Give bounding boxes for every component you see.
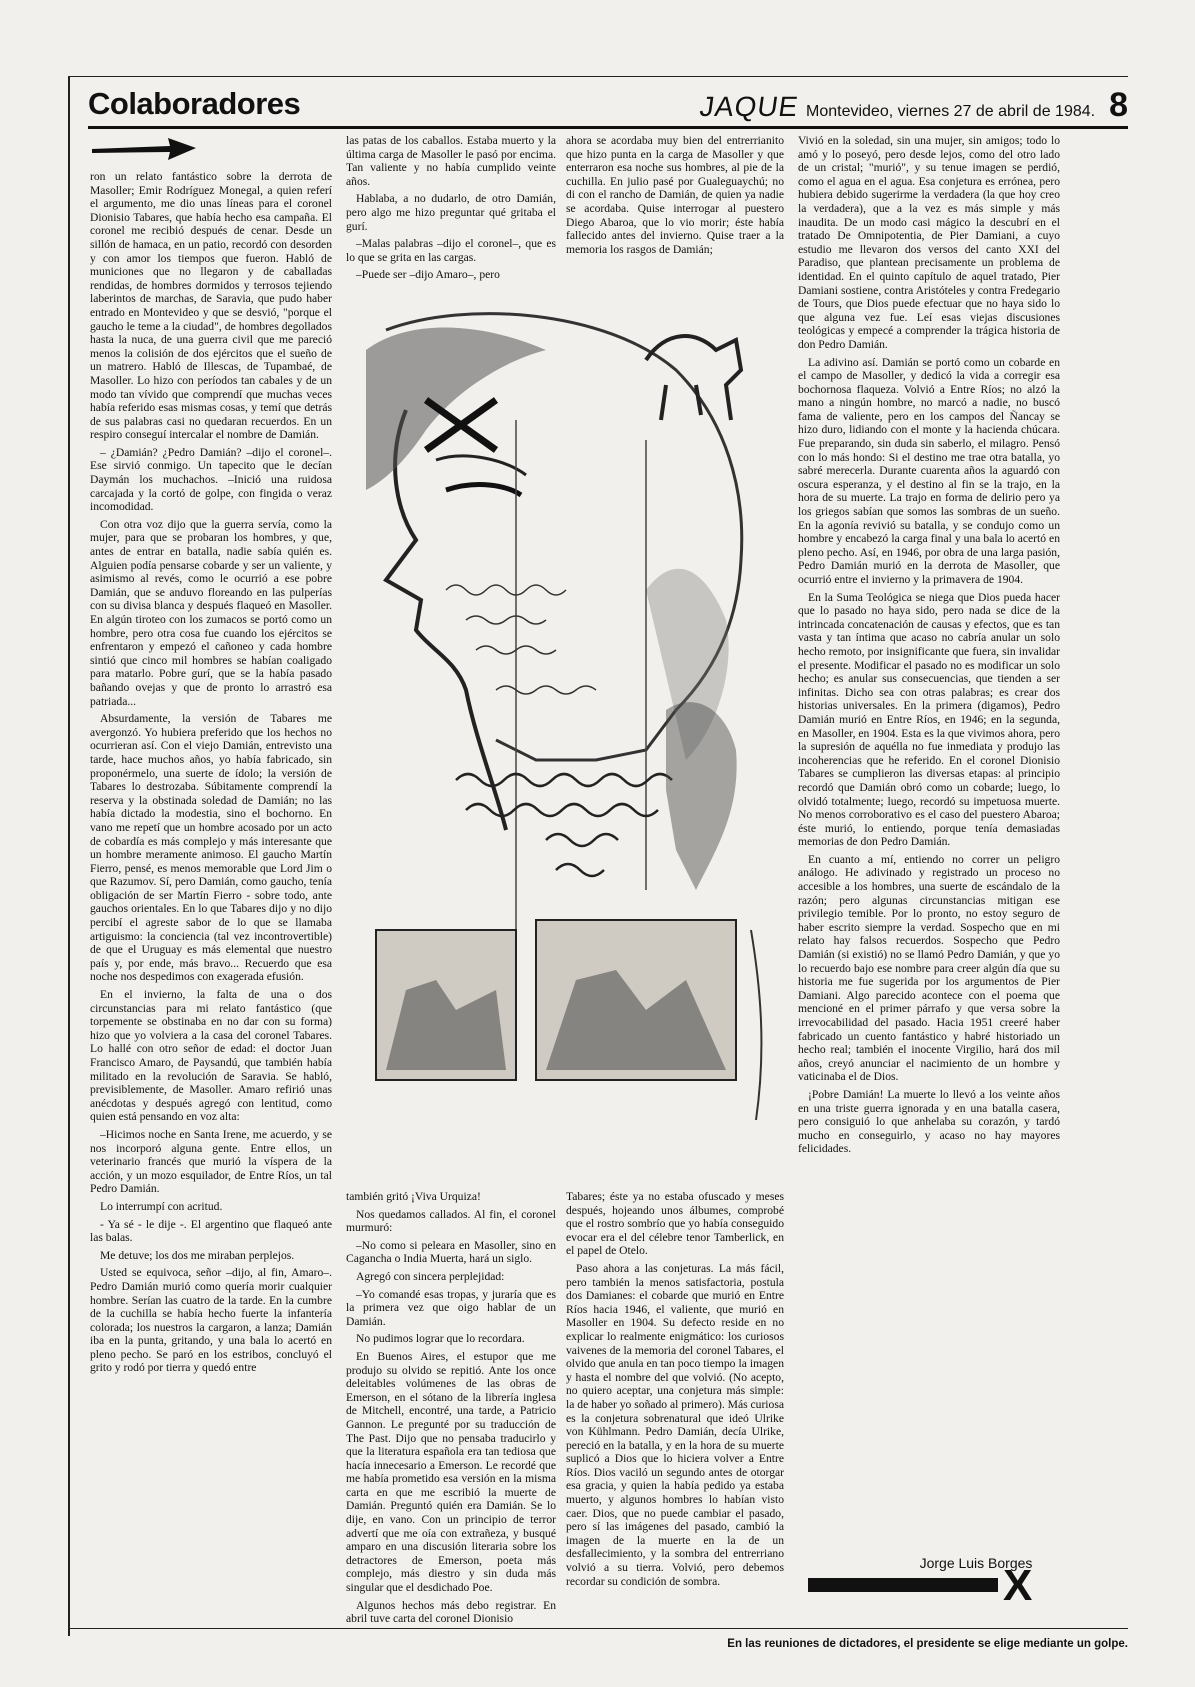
paragraph: Algunos hechos más debo registrar. En abril tuve carta del coronel Dionisio <box>346 1598 556 1626</box>
paragraph: Absurdamente, la versión de Tabares me avergonzó. Yo hubiera preferido que los hechos no ocurrieran así. Con el viejo Damián, entrevisto una tarde, hace muchos años, yo había fabricado, sin proponérmelo, una suerte de ídolo; la versión de Tabares lo destrozaba. Súbitamente comprendí la reserva y la obstinada soledad de Damián; no las había dictado la modestia, sino el bochorno. En vano me repetí que un hombre acosado por un acto de cobardía es más complejo y más interesante que un hombre meramente animoso. El gaucho Martín Fierro, pensé, es menos memorable que Lord Jim o que Razumov. Sí, pero Damián, como gaucho, tenía obligación de ser Martín Fierro - sobre todo, ante gauchos orientales. En lo que Tabares dijo y no dijo percibí el agreste sabor de lo que se llamaba artiguismo: la conciencia (tal vez incontrovertible) de que el Uruguay es más elemental que nuestro país y, por ende, más bravo... Recuerdo que esa noche nos despedimos con exagerada efusión. <box>90 712 332 984</box>
paragraph: ahora se acordaba muy bien del entrerrianito que hizo punta en la carga de Masoller y que enterraron esa noche sus hombres, al pie de la cuchilla. En julio pasé por Gualeguaychú; no di con el rancho de Damián, de quien ya nadie se acordaba. Quise interrogar al puestero Diego Abaroa, que lo vio morir; éste había fallecido antes del invierno. Quise traer a la memoria los rasgos de Damián; <box>566 134 784 256</box>
paragraph: Nos quedamos callados. Al fin, el coronel murmuró: <box>346 1207 556 1235</box>
masthead <box>697 86 1128 124</box>
paragraph: Hablaba, a no dudarlo, de otro Damián, pero algo me hizo preguntar qué gritaba el gurí. <box>346 192 556 233</box>
arrow-icon <box>90 134 200 164</box>
column-2-bottom <box>346 1190 556 1630</box>
paragraph: las patas de los caballos. Estaba muerto y la última carga de Masoller le pasó por encima. Tan valiente y no había cumplido veinte años. <box>346 134 556 188</box>
author-signature: Jorge Luis Borges <box>919 1555 1033 1571</box>
paragraph: Con otra voz dijo que la guerra servía, como la mujer, para que se probaran los hombres, y que, antes de entrar en batalla, nadie sabía quién es. Alguien podía pensarse cobarde y ser un valiente, y asimismo al revés, como le ocurrió a ese pobre Damián, que se anduvo floreando en las pulperías con su divisa blanca y después flaqueó en Masoller. En algún tiroteo con los zumacos se portó como un hombre, pero otra cosa fue cuando los ejércitos se enfrentaron y empezó el cañoneo y cada hombre sintió que cinco mil hombres se habían coaligado para matarlo. Pobre gurí, que se la había pasado bañando ovejas y que de pronto lo arrastró esa patriada... <box>90 517 332 708</box>
paragraph: Me detuve; los dos me miraban perplejos. <box>100 1248 295 1262</box>
paragraph: –Puede ser –dijo Amaro–, pero <box>356 268 500 282</box>
paragraph: Paso ahora a las conjeturas. La más fácil, pero también la menos satisfactoria, postula dos Damianes: el cobarde que murió en Entre Ríos hacia 1946, el valiente, que murió en Masoller en 1904. Su defecto reside en no explicar lo realmente enigmático: los curiosos vaivenes de la memoria del coronel Tabares, el olvido que anula en tan poco tiempo la imagen y hasta el nombre del que volvió. (No acepto, no quiero aceptar, una conjetura más simple: la de haber yo soñado al primero). Más curiosa es la conjetura sobrenatural que ideó Ulrike von Kühlmann. Pedro Damián, decía Ulrike, pereció en la batalla, y en la hora de su muerte suplicó a Dios que lo hiciera volver a Entre Ríos. Dios vaciló un segundo antes de otorgar esa gracia, y quien la había pedido ya estaba muerto, y algunos hombres lo habían visto caer. Dios, que no puede cambiar el pasado, pero sí las imágenes del pasado, cambió la imagen de la muerte en la de un desfallecimiento, y la sombra del entrerriano volvió a su tierra. Volvió, pero debemos recordar su condición de sombra. <box>566 1261 784 1588</box>
paragraph: No pudimos lograr que lo recordara. <box>356 1332 525 1346</box>
dateline: Montevideo, viernes 27 de abril de 1984. <box>806 103 1096 120</box>
paragraph: Usted se equivoca, señor –dijo, al fin, Amaro–. Pedro Damián murió como quería morir cualquier hombre. Serían las cuatro de la tarde. En la cumbre de la cuchilla se había hecho fuerte la infantería colorada; los nuestros la cargaron, a lanza; Damián iba en la punta, gritando, y una bala lo acertó en pleno pecho. Se paró en los estribos, concluyó el grito y rodó por tierra y quedó entre <box>90 1266 332 1375</box>
paragraph: En el invierno, la falta de una o dos circunstancias para mi relato fantástico (que torpemente se obstinaba en no dar con su forma) hizo que yo volviera a la casa del coronel Tabares. Lo hallé con otro señor de edad: el doctor Juan Francisco Amaro, de Paysandú, que también había militado en la revolución de Saravia. Se habló, previsiblemente, de Masoller. Amaro refirió unas anécdotas y después agregó con lentitud, como quien está pensando en voz alta: <box>90 988 332 1124</box>
title-rule <box>88 126 1128 129</box>
footer-rule <box>68 1628 1128 1629</box>
paragraph: - Ya sé - le dije -. El argentino que flaqueó ante las balas. <box>90 1217 332 1245</box>
newspaper-page <box>68 60 1128 1670</box>
top-rule <box>68 76 1128 77</box>
paragraph: Lo interrumpí con acritud. <box>100 1199 223 1213</box>
section-title: Colaboradores <box>88 86 301 121</box>
paragraph: ron un relato fantástico sobre la derrota de Masoller; Emir Rodríguez Monegal, a quien referí el argumento, me dio unas líneas para el coronel Dionisio Tabares, que había hecho esa campaña. El coronel me recibió después de cenar. Desde un sillón de hamaca, en un patio, recordó con desorden y con amor los tiempos que fueron. Habló de municiones que no llegaron y de caballadas rendidas, de hombres dormidos y terrosos tejiendo laberintos de marchas, de Saravia, que pudo haber entrado en Montevideo y que se desvió, "porque el gaucho le teme a la ciudad", de hombres degollados hasta la nuca, de una guerra civil que me pareció menos la colisión de dos ejércitos que el sueño de un matrero. Habló de Illescas, de Tupambaé, de Masoller. Lo hizo con períodos tan cabales y de un modo tan vívido que comprendí que muchas veces había referido esas mismas cosas, y temí que detrás de sus palabras casi no quedaran recuerdos. En un respiro conseguí intercalar el nombre de Damián. <box>90 170 332 442</box>
column-1 <box>90 170 332 1625</box>
paragraph: Tabares; éste ya no estaba ofuscado y meses después, hojeando unos álbumes, comprobé que el rostro sombrío que yo había conseguido evocar era el del célebre tenor Tamberlick, en el papel de Otelo. <box>566 1190 784 1258</box>
paragraph: – ¿Damián? ¿Pedro Damián? –dijo el coronel–. Ese sirvió conmigo. Un tapecito que le decían Daymán los muchachos. –Inició una ruidosa carcajada y la cortó de golpe, con fingida o veraz incomodidad. <box>90 445 332 514</box>
paragraph: Vivió en la soledad, sin una mujer, sin amigos; todo lo amó y lo poseyó, pero desde lejos, como del otro lado de un cristal; "murió", y su tenue imagen se perdió, como el agua en el agua. Esa conjetura es errónea, pero hubiera debido sugerirme la verdadera (la que hoy creo la verdadera), que a la vez es más simple y más inaudita. De un modo casi mágico la descubrí en el tratado De Omnipotentia, de Pier Damiani, a cuyo estudio me llevaron dos versos del canto XXI del Paradiso, que plantean precisamente un problema de identidad. En el quinto capítulo de aquel tratado, Pier Damiani sostiene, contra Aristóteles y contra Fredegario de Tours, que Dios puede efectuar que no haya sido lo que alguna vez fue. Leí esas viejas discusiones teológicas y empecé a comprender la trágica historia de don Pedro Damián. <box>798 134 1060 351</box>
ink-sketch-illustration <box>346 290 786 1180</box>
paragraph: también gritó ¡Viva Urquiza! <box>346 1190 481 1203</box>
newspaper-logo: JAQUE <box>697 91 801 122</box>
paragraph: La adivino así. Damián se portó como un cobarde en el campo de Masoller, y dedicó la vida a corregir esa bochornosa flaqueza. Volvió a Entre Ríos; no alzó la mano a ningún hombre, no marcó a nadie, no buscó fama de valiente, pero en los campos del Ñancay se hizo duro, lidiando con el monte y la hacienda chúcara. Fue preparando, sin duda sin saberlo, el milagro. Pensó con lo más hondo: Si el destino me trae otra batalla, yo sabré merecerla. Durante cuarenta años la aguardó con oscura esperanza, y el destino al fin se la trajo, en la hora de su muerte. La trajo en forma de delirio pero ya los griegos sabían que somos las sombras de un sueño. En la agonía revivió su batalla, y se condujo como un hombre y encabezó la carga final y una bala lo acertó en pleno pecho. Así, en 1946, por obra de una larga pasión, Pedro Damián murió en la derrota de Masoller, que ocurrió entre el invierno y la primavera de 1904. <box>798 355 1060 586</box>
paragraph: ¡Pobre Damián! La muerte lo llevó a los veinte años en una triste guerra ignorada y en una batalla casera, pero consiguió lo que anhelaba su corazón, y tardó mucho en conseguirlo, y acaso no hay mayores felicidades. <box>798 1087 1060 1156</box>
paragraph: En Buenos Aires, el estupor que me produjo su olvido se repitió. Ante los once deleitables volúmenes de las obras de Emerson, en el sótano de la librería inglesa de Mitchell, encontré, una tarde, a Patricio Gannon. Le pregunté por su traducción de The Past. Dijo que no pensaba traducirlo y que la literatura española era tan tediosa que hacía innecesario a Emerson. Le recordé que me había prometido esa versión en la misma carta en que me escribió la muerte de Damián. Preguntó quién era Damián. Se lo dije, en vano. Con un principio de terror advertí que me oía con extrañeza, y busqué amparo en una discusión literaria sobre los detractores de Emerson, poeta más complejo, más diestro y sin duda más singular que el desdichado Poe. <box>346 1349 556 1595</box>
paragraph: –Hicimos noche en Santa Irene, me acuerdo, y se nos incorporó alguna gente. Entre ellos, un veterinario francés que murió la víspera de la acción, y un mozo esquilador, de Entre Ríos, un tal Pedro Damián. <box>90 1127 332 1196</box>
column-4 <box>798 134 1060 1554</box>
left-margin-rule <box>68 76 70 1636</box>
paragraph: –Malas palabras –dijo el coronel–, que es lo que se grita en las cargas. <box>346 237 556 264</box>
signature-bar <box>808 1578 998 1592</box>
column-3-bottom <box>566 1190 784 1630</box>
paragraph: –Yo comandé esas tropas, y juraría que es la primera vez que oigo hablar de un Damián. <box>346 1287 556 1328</box>
page-number: 8 <box>1109 86 1128 124</box>
column-3-top <box>566 134 784 284</box>
column-2-top <box>346 134 556 284</box>
paragraph: En la Suma Teológica se niega que Dios pueda hacer que lo pasado no haya sido, pero nada se dice de la intrincada concatenación de causas y efectos, que es tan vasta y tan íntima que acaso no cabría anular un solo hecho remoto, por insignificante que fuera, sin invalidar el presente. Modificar el pasado no es modificar un solo hecho; es anular sus consecuencias, que tienden a ser infinitas. Dicho sea con otras palabras; es crear dos historias universales. En la primera (digamos), Pedro Damián murió en Entre Ríos, en 1946; en la segunda, en Masoller, en 1904. Esta es la que vivimos ahora, pero la supresión de aquélla no fue inmediata y produjo las incoherencias que he referido. En el coronel Dionisio Tabares se cumplieron las diversas etapas: al principio recordó que Damián obró como un cobarde; luego, lo olvidó totalmente; luego, recordó su impetuosa muerte. No menos corroborativo es el caso del puestero Abaroa; éste murió, lo entiendo, porque tenía demasiadas memorias de don Pedro Damián. <box>798 590 1060 849</box>
paragraph: Agregó con sincera perplejidad: <box>356 1269 505 1283</box>
end-mark-icon: X <box>1003 1561 1033 1610</box>
paragraph: En cuanto a mí, entiendo no correr un peligro análogo. He adivinado y registrado un proceso no accesible a los hombres, una suerte de escándalo de la razón; pero algunas circunstancias mitigan ese privilegio temible. Por lo pronto, no estoy seguro de haber escrito siempre la verdad. Sospecho que en mi relato hay falsos recuerdos. Sospecho que Pedro Damián (si existió) no se llamó Pedro Damián, y que yo lo recuerdo bajo ese nombre para creer algún día que su historia me fue sugerida por los argumentos de Pier Damiani. Algo parecido acontece con el poema que mencioné en el primer párrafo y que versa sobre la irrevocabilidad del pasado. Hacia 1951 creeré haber fabricado un cuento fantástico y habré historiado un hecho real; también el inocente Virgilio, hará dos mil años, creyó anunciar el nacimiento de un hombre y vaticinaba el de Dios. <box>798 852 1060 1084</box>
paragraph: –No como si peleara en Masoller, sino en Cagancha o India Muerta, hará un siglo. <box>346 1238 556 1266</box>
footer-quip: En las reuniones de dictadores, el presidente se elige mediante un golpe. <box>727 1638 1128 1650</box>
